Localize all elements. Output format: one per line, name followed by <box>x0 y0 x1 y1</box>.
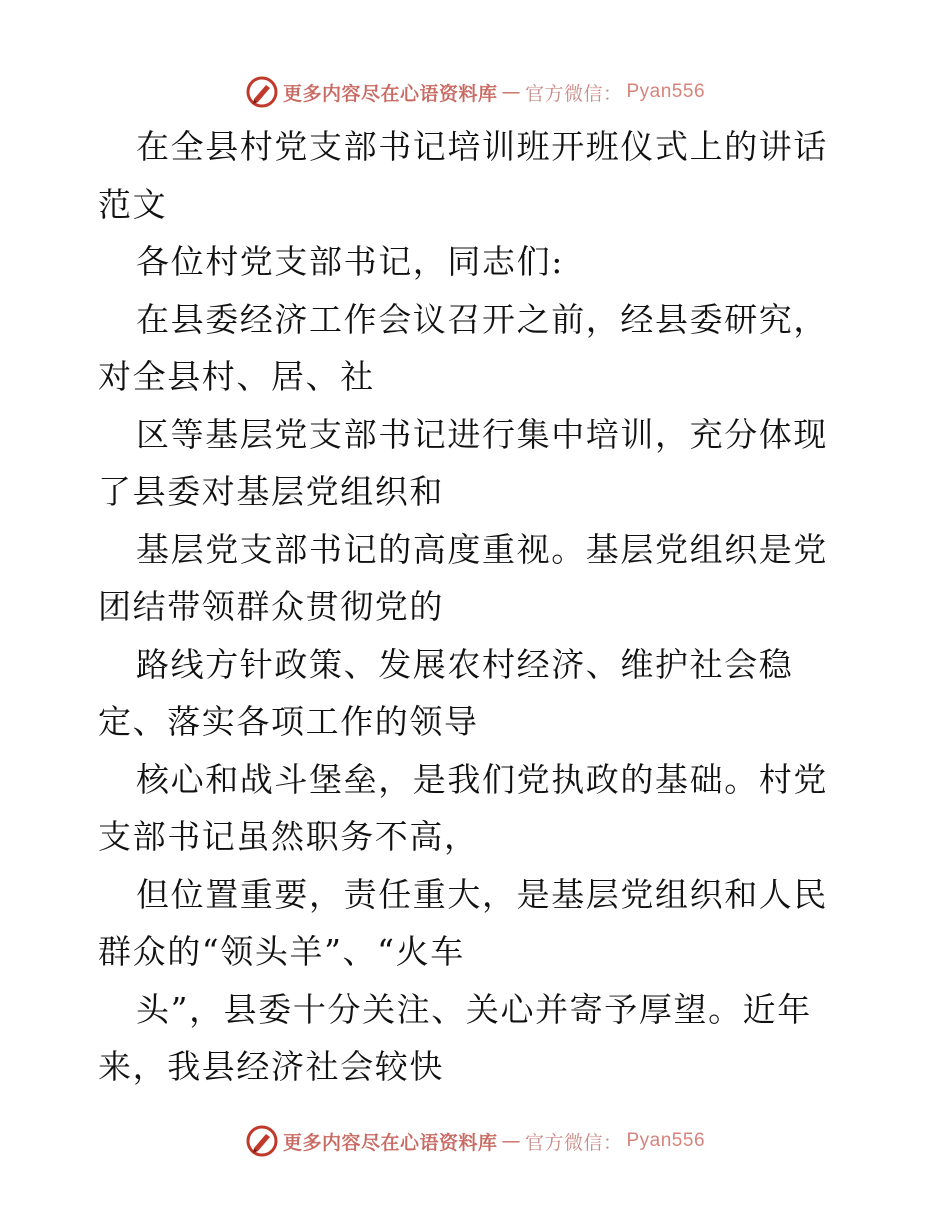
watermark-group <box>245 75 705 109</box>
watermark-dash: — <box>501 81 521 103</box>
paragraph: 路线方针政策、发展农村经济、维护社会稳定、落实各项工作的领导 <box>98 644 794 741</box>
header-watermark <box>0 72 950 112</box>
red-pen-seal-icon <box>245 1124 279 1158</box>
watermark-wechat-id: Pyan556 <box>626 1130 706 1151</box>
paragraph: 但位置重要，责任重大，是基层党组织和人民群众的“领头羊”、“火车 <box>98 874 828 971</box>
document-body <box>98 118 858 1096</box>
red-pen-seal-icon <box>245 75 279 109</box>
paragraph: 基层党支部书记的高度重视。基层党组织是党团结带领群众贯彻党的 <box>98 529 828 626</box>
footer-watermark <box>0 1121 950 1161</box>
paragraph: 区等基层党支部书记进行集中培训，充分体现了县委对基层党组织和 <box>98 414 828 511</box>
document-title: 在全县村党支部书记培训班开班仪式上的讲话范文 <box>98 127 828 224</box>
watermark-dash: — <box>501 1130 521 1152</box>
watermark-wechat-id: Pyan556 <box>626 81 706 102</box>
paragraph: 头”，县委十分关注、关心并寄予厚望。近年来，我县经济社会较快 <box>98 989 812 1086</box>
salutation: 各位村党支部书记，同志们: <box>136 242 564 281</box>
watermark-official-label: 官方微信： <box>524 82 623 105</box>
paragraph: 核心和战斗堡垒，是我们党执政的基础。村党支部书记虽然职务不高， <box>98 759 828 856</box>
watermark-brand: 更多内容尽在心语资料库 <box>282 1131 498 1154</box>
watermark-brand: 更多内容尽在心语资料库 <box>282 82 498 105</box>
paragraph: 在县委经济工作会议召开之前，经县委研究，对全县村、居、社 <box>98 299 828 396</box>
watermark-group <box>245 1124 705 1158</box>
watermark-official-label: 官方微信： <box>524 1131 623 1154</box>
